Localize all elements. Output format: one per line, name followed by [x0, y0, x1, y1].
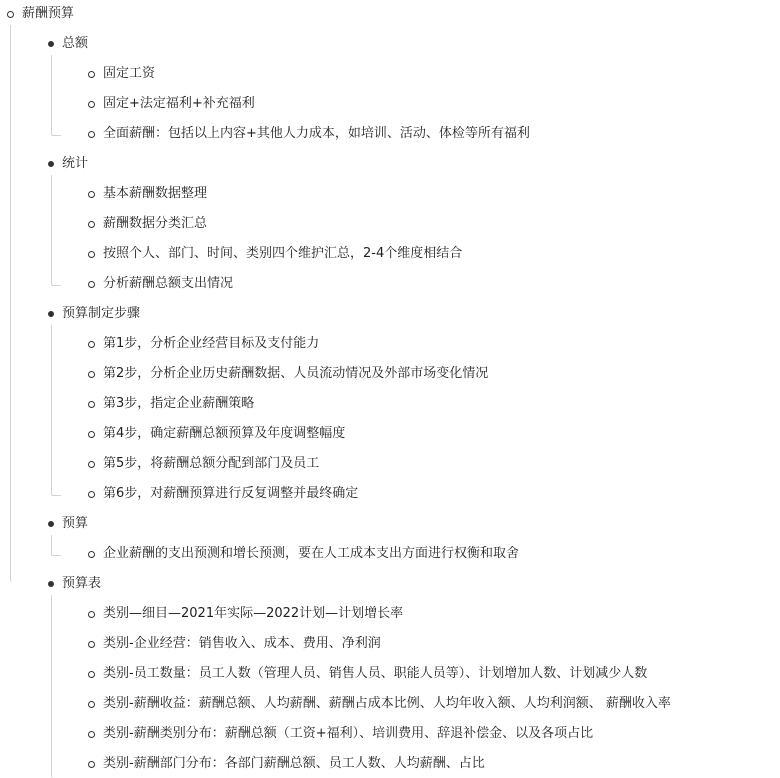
- branch-guide-line: [51, 535, 61, 556]
- leaf-bullet-icon: [88, 281, 95, 288]
- branch-label: 总额: [62, 36, 89, 51]
- leaf-bullet-icon: [88, 131, 95, 138]
- leaf-node[interactable]: [103, 93, 255, 115]
- leaf-node[interactable]: [103, 273, 233, 295]
- root-bullet-icon: [7, 11, 14, 18]
- branch-bullet-icon: [48, 581, 54, 587]
- leaf-bullet-icon: [88, 491, 95, 498]
- leaf-node[interactable]: [103, 123, 530, 145]
- leaf-node[interactable]: [103, 543, 519, 565]
- leaf-bullet-icon: [88, 731, 95, 738]
- leaf-label: 企业薪酬的支出预测和增长预测，要在人工成本支出方面进行权衡和取舍: [103, 546, 520, 561]
- leaf-label: 基本薪酬数据整理: [103, 186, 208, 201]
- leaf-label: 类别-薪酬收益：薪酬总额、人均薪酬、薪酬占成本比例、人均年收入额、人均利润额、 薪酬收入率: [103, 696, 671, 711]
- leaf-node[interactable]: [103, 603, 403, 625]
- branch-bullet-icon: [48, 41, 54, 47]
- leaf-label: 第3步，指定企业薪酬策略: [103, 396, 255, 411]
- leaf-label: 第6步，对薪酬预算进行反复调整并最终确定: [103, 486, 359, 501]
- leaf-bullet-icon: [88, 71, 95, 78]
- branch-node-budget-table[interactable]: [62, 573, 101, 595]
- root-guide-line: [10, 25, 20, 582]
- leaf-label: 类别—细目—2021年实际—2022计划—计划增长率: [103, 606, 404, 621]
- leaf-label: 类别-薪酬类别分布：薪酬总额（工资+福利）、培训费用、辞退补偿金、以及各项占比: [103, 726, 594, 741]
- leaf-bullet-icon: [88, 431, 95, 438]
- leaf-label: 第2步，分析企业历史薪酬数据、人员流动情况及外部市场变化情况: [103, 366, 489, 381]
- leaf-bullet-icon: [88, 251, 95, 258]
- branch-guide-line: [51, 55, 61, 136]
- leaf-node[interactable]: [103, 243, 462, 265]
- branch-label: 预算表: [62, 576, 102, 591]
- root-label: 薪酬预算: [22, 6, 75, 21]
- leaf-bullet-icon: [88, 401, 95, 408]
- leaf-label: 第1步，分析企业经营目标及支付能力: [103, 336, 320, 351]
- leaf-node[interactable]: [103, 753, 485, 775]
- branch-bullet-icon: [48, 161, 54, 167]
- leaf-bullet-icon: [88, 101, 95, 108]
- leaf-bullet-icon: [88, 761, 95, 768]
- leaf-node[interactable]: [103, 483, 358, 505]
- leaf-node[interactable]: [103, 333, 319, 355]
- leaf-node[interactable]: [103, 453, 319, 475]
- leaf-bullet-icon: [88, 611, 95, 618]
- branch-bullet-icon: [48, 521, 54, 527]
- branch-node-steps[interactable]: [62, 303, 140, 325]
- leaf-bullet-icon: [88, 341, 95, 348]
- leaf-node[interactable]: [103, 363, 488, 385]
- leaf-label: 固定工资: [103, 66, 156, 81]
- leaf-bullet-icon: [88, 371, 95, 378]
- leaf-label: 类别-员工数量：员工人数（管理人员、销售人员、职能人员等）、计划增加人数、计划减少人数: [103, 666, 648, 681]
- leaf-label: 薪酬数据分类汇总: [103, 216, 208, 231]
- branch-label: 预算制定步骤: [62, 306, 141, 321]
- leaf-node[interactable]: [103, 423, 345, 445]
- leaf-bullet-icon: [88, 551, 95, 558]
- leaf-bullet-icon: [88, 221, 95, 228]
- leaf-bullet-icon: [88, 191, 95, 198]
- leaf-node[interactable]: [103, 723, 593, 745]
- leaf-node[interactable]: [103, 213, 207, 235]
- leaf-bullet-icon: [88, 461, 95, 468]
- leaf-node[interactable]: [103, 63, 155, 85]
- branch-node-statistics[interactable]: [62, 153, 88, 175]
- leaf-node[interactable]: [103, 633, 381, 655]
- branch-node-total[interactable]: [62, 33, 88, 55]
- root-node[interactable]: [22, 3, 74, 25]
- leaf-label: 分析薪酬总额支出情况: [103, 276, 234, 291]
- leaf-node[interactable]: [103, 393, 254, 415]
- branch-bullet-icon: [48, 311, 54, 317]
- leaf-node[interactable]: [103, 663, 647, 685]
- leaf-label: 全面薪酬：包括以上内容+其他人力成本，如培训、活动、体检等所有福利: [103, 126, 530, 141]
- leaf-node[interactable]: [103, 183, 207, 205]
- branch-guide-line: [51, 325, 61, 496]
- leaf-label: 类别-企业经营：销售收入、成本、费用、净利润: [103, 636, 381, 651]
- leaf-bullet-icon: [88, 671, 95, 678]
- branch-guide-line: [51, 595, 61, 778]
- branch-label: 预算: [62, 516, 89, 531]
- leaf-label: 按照个人、部门、时间、类别四个维护汇总，2-4个维度相结合: [103, 246, 463, 261]
- leaf-label: 第5步，将薪酬总额分配到部门及员工: [103, 456, 320, 471]
- branch-label: 统计: [62, 156, 89, 171]
- branch-guide-line: [51, 175, 61, 286]
- leaf-bullet-icon: [88, 701, 95, 708]
- leaf-label: 固定+法定福利+补充福利: [103, 96, 255, 111]
- branch-node-budget[interactable]: [62, 513, 88, 535]
- leaf-label: 类别-薪酬部门分布：各部门薪酬总额、员工人数、人均薪酬、占比: [103, 756, 485, 771]
- leaf-node[interactable]: [103, 693, 671, 715]
- leaf-bullet-icon: [88, 641, 95, 648]
- leaf-label: 第4步，确定薪酬总额预算及年度调整幅度: [103, 426, 346, 441]
